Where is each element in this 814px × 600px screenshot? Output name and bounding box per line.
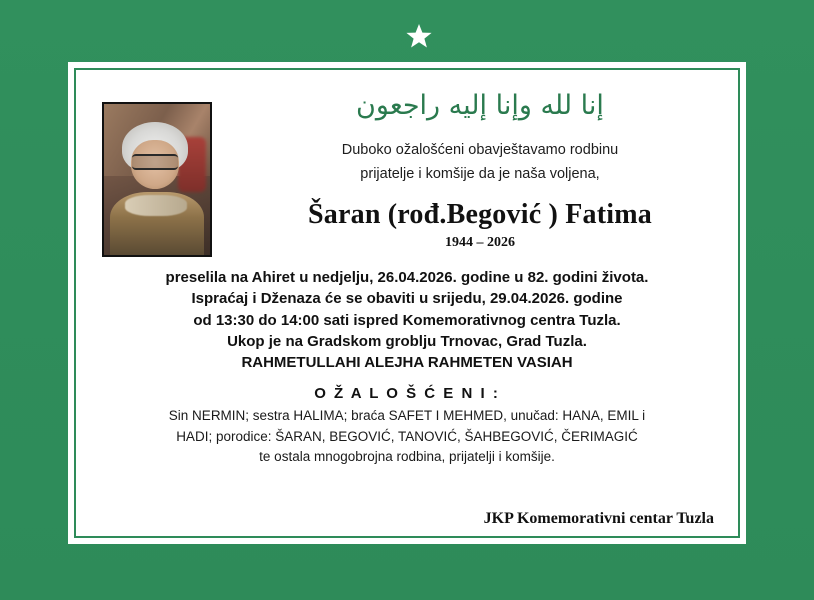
- notice-card: [68, 62, 746, 544]
- mourners-line: te ostala mnogobrojna rodbina, prijatelji i komšije.: [259, 448, 555, 464]
- issuer-footer: JKP Komemorativni centar Tuzla: [483, 510, 714, 527]
- mourners-line: Sin NERMIN; sestra HALIMA; braća SAFET I MEHMED, unučad: HANA, EMIL i: [168, 408, 646, 424]
- emblem-area: [0, 0, 814, 66]
- detail-line: preselila na Ahiret u nedjelju, 26.04.2026. godine u 82. godini života.: [165, 269, 649, 286]
- detail-line: Ispraćaj i Dženaza će se obaviti u srijedu, 29.04.2026. godine: [191, 290, 623, 308]
- intro-line-2: prijatelje i komšije da je naša voljena,: [360, 165, 600, 182]
- detail-line: Ukop je na Gradskom groblju Trnovac, Grad Tuzla.: [227, 332, 587, 350]
- detail-line: RAHMETULLAHI ALEJHA RAHMETEN VASIAH: [241, 354, 573, 372]
- photo-column: [90, 80, 234, 257]
- details-block: [90, 267, 724, 467]
- header-row: [90, 80, 724, 257]
- header-text-column: [234, 80, 724, 253]
- notice-card-inner-border: [74, 68, 740, 538]
- mourners-line: HADI; porodice: ŠARAN, BEGOVIĆ, TANOVIĆ, ŠAHBEGOVIĆ, ČERIMAGIĆ: [176, 428, 638, 444]
- star-and-crescent-icon: [372, 10, 442, 62]
- deceased-name: Šaran (rođ.Begović ) Fatima: [308, 199, 652, 231]
- arabic-calligraphy: إنا لله وإنا إليه راجعون: [356, 90, 604, 121]
- detail-line: od 13:30 do 14:00 sati ispred Komemorativnog centra Tuzla.: [193, 311, 621, 329]
- deceased-photo: [102, 102, 212, 257]
- deceased-years: 1944 – 2026: [445, 235, 515, 251]
- intro-line-1: Duboko ožalošćeni obavještavamo rodbinu: [341, 141, 619, 158]
- mourners-title: O Ž A L O Š Ć E N I :: [314, 385, 500, 403]
